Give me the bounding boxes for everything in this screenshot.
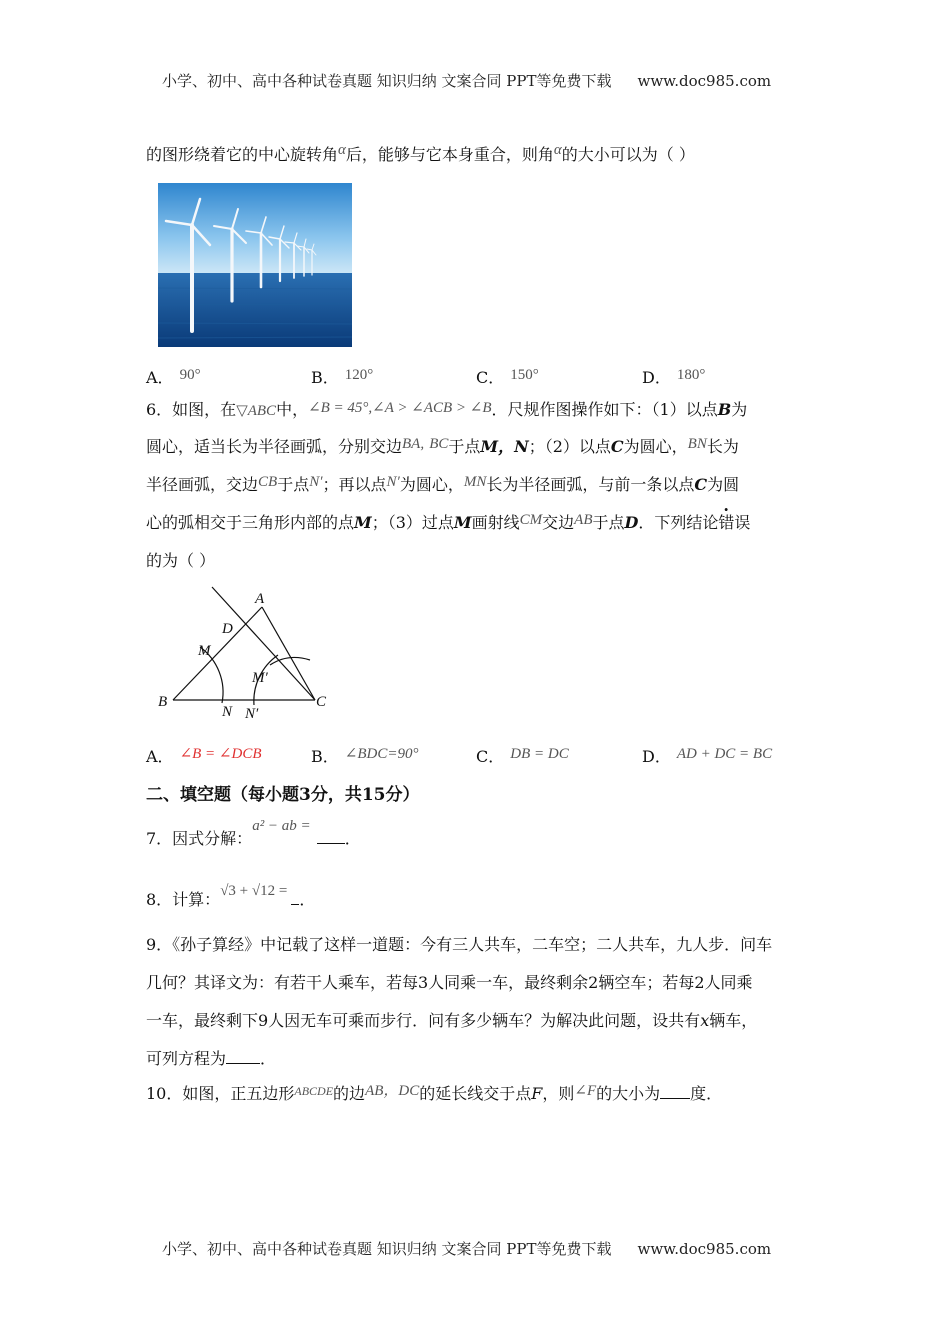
- label-n: N: [222, 704, 233, 720]
- option-value: 90°: [179, 367, 201, 383]
- point-m-prime: M: [354, 513, 372, 532]
- q6-line-4: [146, 512, 750, 535]
- option-value: ∠BDC=90°: [344, 746, 419, 762]
- header-url[interactable]: www.doc985.com: [637, 72, 772, 90]
- text: ．下列结论: [638, 513, 719, 532]
- arc-mprime: [270, 657, 310, 665]
- label-n-prime: N′: [245, 706, 259, 720]
- text: 心的弧相交于三角形内部的点: [146, 513, 355, 532]
- footer-text: 小学、初中、高中各种试卷真题 知识归纳 文案合同 PPT等免费下载: [162, 1240, 612, 1258]
- footer-url[interactable]: www.doc985.com: [637, 1240, 772, 1258]
- q9-line-3: [146, 1010, 757, 1032]
- pentagon-abcde: ABCDE: [294, 1084, 334, 1098]
- text: ．尺规作图操作如下：（1）以点: [491, 400, 718, 419]
- segment-ab: AB: [574, 512, 593, 528]
- option-label: C．: [476, 368, 505, 387]
- q5-option-d[interactable]: [642, 365, 705, 388]
- q7: [146, 818, 361, 851]
- text: 为圆: [707, 475, 740, 494]
- wind-turbine-image: [158, 183, 352, 347]
- text: ；（3）过点: [371, 513, 454, 532]
- q6-option-b[interactable]: [311, 744, 418, 767]
- text: 于点: [592, 513, 625, 532]
- answer-blank[interactable]: [660, 1084, 690, 1099]
- q6-line-5: 的为（ ）: [146, 551, 216, 570]
- text: 为圆心，: [399, 475, 464, 494]
- segment-mn: MN: [463, 474, 487, 490]
- q8: [146, 883, 316, 912]
- label-m: M: [198, 643, 211, 659]
- q6-line-3: [146, 474, 739, 497]
- segment-cb: CB: [258, 474, 278, 490]
- q9-line-4: [146, 1048, 276, 1070]
- page-header: [162, 70, 771, 91]
- point-c: C: [610, 437, 624, 456]
- text: 的大小为: [596, 1084, 661, 1103]
- q5-stem: [146, 144, 695, 167]
- point-m: M: [453, 513, 472, 532]
- ray-cm: CM: [519, 512, 543, 528]
- option-label: D．: [642, 368, 671, 387]
- q6-option-d[interactable]: [642, 744, 772, 767]
- q6-option-c[interactable]: [476, 744, 569, 767]
- option-label: A．: [146, 747, 174, 766]
- text: 7．因式分解：: [146, 829, 253, 848]
- text: 6．如图，在: [146, 400, 237, 419]
- option-label: C．: [476, 747, 505, 766]
- label-b: B: [158, 694, 168, 710]
- label-d: D: [222, 621, 233, 637]
- text: 中，: [276, 400, 309, 419]
- text: ．: [260, 1049, 277, 1068]
- point-b: B: [717, 400, 732, 419]
- answer-blank[interactable]: [226, 1049, 260, 1064]
- text: 于点: [448, 437, 481, 456]
- answer-blank[interactable]: [317, 829, 345, 844]
- q6-line-1: [146, 399, 747, 422]
- q5-option-a[interactable]: [146, 365, 201, 388]
- text: 为圆心，: [623, 437, 688, 456]
- text: ．: [344, 829, 361, 848]
- text: 为: [731, 400, 748, 419]
- section-title: 二、填空题（每小题3分，共15分）: [146, 785, 420, 805]
- q9-line-2: 几何？其译文为：有若干人乘车，若每3人同乘一车，最终剩余2辆空车；若每2人同乘: [146, 973, 753, 992]
- point-f: F: [531, 1084, 543, 1103]
- text: 交边: [542, 513, 575, 532]
- text: ；（2）以点: [528, 437, 611, 456]
- q9-line-1: 9．《孙子算经》中记载了这样一道题：今有三人共车，二车空；二人共车，九人步．问车: [146, 935, 773, 954]
- option-value: 180°: [676, 367, 706, 383]
- triangle-abc: ▽ABC: [236, 403, 277, 419]
- page-footer: [162, 1238, 771, 1259]
- option-value: ∠B = ∠DCB: [179, 746, 262, 762]
- point-d: D: [624, 513, 639, 532]
- option-label: B．: [311, 368, 339, 387]
- edges-ab-dc: AB，DC: [365, 1083, 420, 1099]
- label-m-prime: M′: [252, 670, 268, 686]
- q7-expression: a² − ab =: [252, 818, 311, 834]
- option-value: 120°: [344, 367, 374, 383]
- point-n-prime: N′: [386, 474, 400, 490]
- q5-option-c[interactable]: [476, 365, 539, 388]
- option-value: DB = DC: [510, 746, 569, 762]
- side-ab: [173, 607, 262, 700]
- text: ．: [299, 890, 316, 909]
- text: 画射线: [471, 513, 520, 532]
- points-mn: M，N: [480, 437, 529, 456]
- side-ac: [262, 607, 315, 700]
- point-c: C: [694, 475, 708, 494]
- text: 圆心，适当长为半径画弧，分别交边: [146, 437, 403, 456]
- text: 半径画弧，交边: [146, 475, 259, 494]
- text: 长为: [706, 437, 739, 456]
- text: 10．如图，正五边形: [146, 1084, 295, 1103]
- option-label: B．: [311, 747, 339, 766]
- q5-option-b[interactable]: [311, 365, 373, 388]
- text: 可列方程为: [146, 1049, 227, 1068]
- q10: [146, 1083, 722, 1106]
- q8-expression: √3 + √12 =: [220, 883, 288, 899]
- triangle-figure: [150, 585, 340, 720]
- variable-x: x: [700, 1011, 710, 1030]
- text: 的边: [333, 1084, 366, 1103]
- text: 度．: [690, 1084, 723, 1103]
- point-n-prime: N′: [309, 474, 323, 490]
- text: 的延长线交于点: [419, 1084, 532, 1103]
- option-value: 150°: [510, 367, 539, 383]
- option-label: D．: [642, 747, 671, 766]
- text: 长为半径画弧，与前一条以点: [486, 475, 695, 494]
- emphasis-wrong: 错误: [718, 513, 751, 532]
- option-label: A．: [146, 368, 174, 387]
- q6-option-a[interactable]: [146, 744, 261, 767]
- segment-ba: BA,: [402, 436, 425, 452]
- text: 8．计算：: [146, 890, 221, 909]
- angle-condition: ∠B = 45°,∠A > ∠ACB > ∠B: [308, 400, 492, 416]
- label-c: C: [316, 694, 327, 710]
- option-value: AD + DC = BC: [676, 746, 773, 762]
- text: 于点: [277, 475, 310, 494]
- header-text: 小学、初中、高中各种试卷真题 知识归纳 文案合同 PPT等免费下载: [162, 72, 612, 90]
- q5-alpha: α: [553, 142, 562, 158]
- q5-stem-part: 的图形绕着它的中心旋转角: [146, 145, 339, 164]
- q5-stem-part: 后，能够与它本身重合，则角: [345, 145, 554, 164]
- text: ；再以点: [322, 475, 387, 494]
- angle-f: ∠F: [574, 1083, 597, 1099]
- q5-stem-part: 的大小可以为（ ）: [561, 145, 695, 164]
- q5-alpha: α: [338, 142, 346, 158]
- segment-bc: BC: [429, 436, 449, 452]
- text: 辆车，: [709, 1011, 758, 1030]
- text: ，则: [542, 1084, 575, 1103]
- q6-line-2: [146, 436, 739, 459]
- segment-bn: BN: [687, 436, 707, 452]
- label-a: A: [255, 591, 265, 607]
- text: 一车，最终剩下9人因无车可乘而步行．问有多少辆车？为解决此问题，设共有: [146, 1011, 701, 1030]
